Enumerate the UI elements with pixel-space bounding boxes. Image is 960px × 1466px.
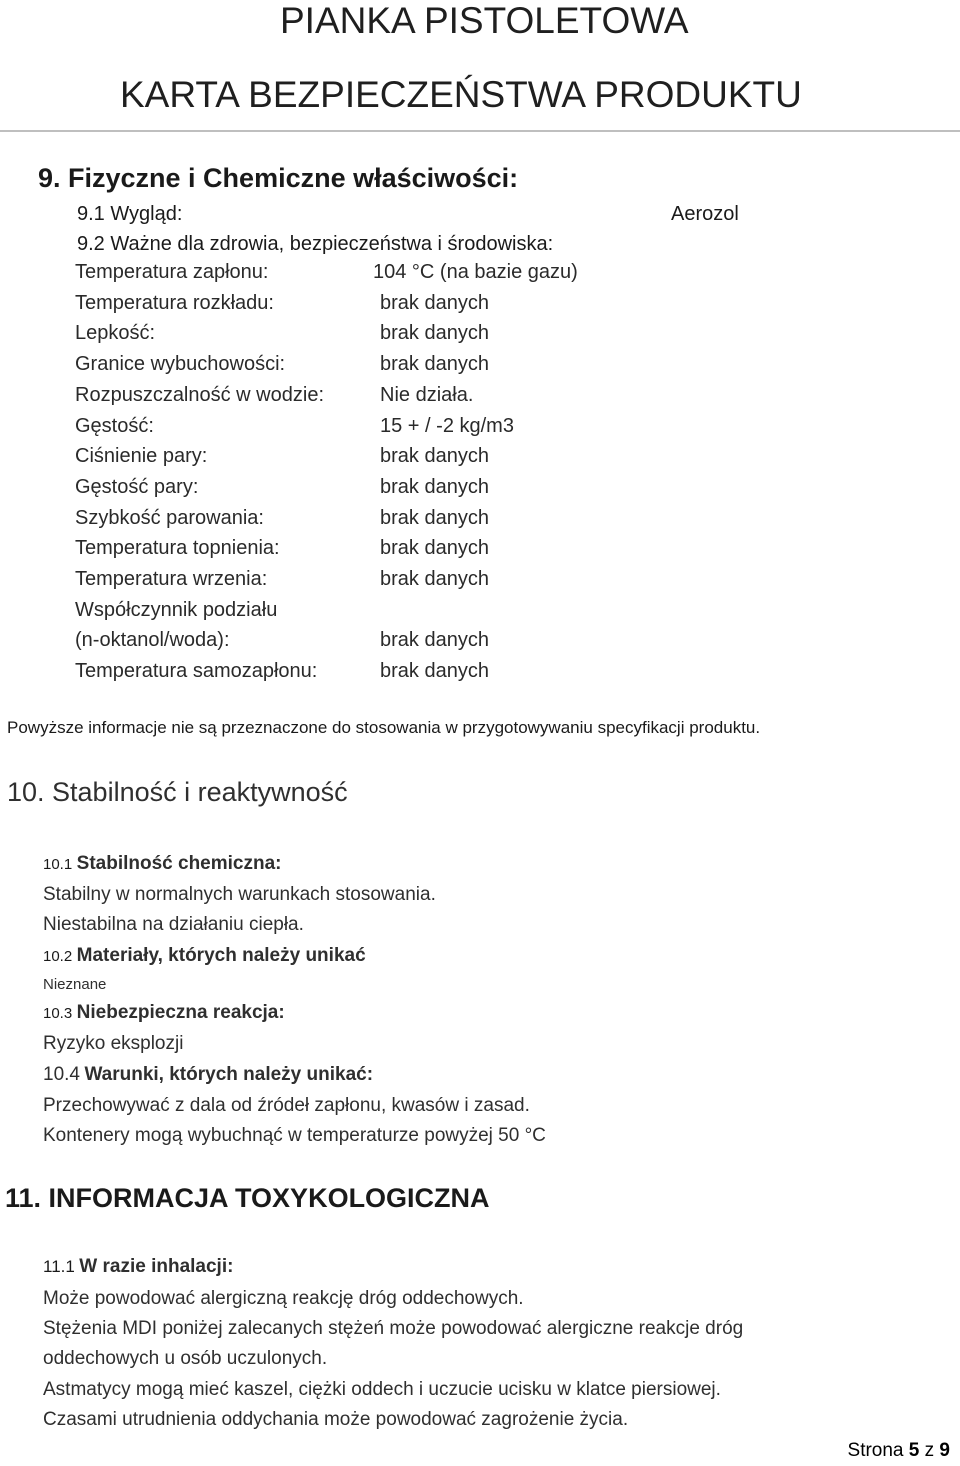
subsection-title: Materiały, których należy unikać <box>76 945 366 966</box>
document-title: KARTA BEZPIECZEŃSTWA PRODUKTU <box>120 74 802 115</box>
property-value: 104 °C (na bazie gazu) <box>373 261 578 283</box>
subsection-number: 10.4 <box>43 1064 80 1085</box>
subsection-10-3 <box>43 1002 285 1024</box>
property-label: Współczynnik podziału <box>75 599 278 621</box>
subsection-number: 11.1 <box>43 1257 75 1276</box>
subsection-10-2 <box>43 945 366 967</box>
property-label: Temperatura samozapłonu: <box>75 660 318 682</box>
subsection-title: Warunki, których należy unikać: <box>84 1064 374 1085</box>
page-word: Strona <box>847 1440 904 1461</box>
subsection-title: Niebezpieczna reakcja: <box>76 1002 285 1023</box>
important-properties-label: 9.2 Ważne dla zdrowia, bezpieczeństwa i środowiska: <box>77 233 554 255</box>
appearance-value: Aerozol <box>671 203 739 225</box>
subsection-10-4 <box>43 1064 373 1086</box>
property-value: brak danych <box>380 445 489 467</box>
property-value: brak danych <box>380 568 489 590</box>
subsection-10-1 <box>43 853 282 875</box>
subsection-number: 10.3 <box>43 1005 73 1022</box>
property-label: Granice wybuchowości: <box>75 353 286 375</box>
appearance-label: 9.1 Wygląd: <box>77 203 183 225</box>
page-separator: z <box>924 1440 935 1461</box>
page-current: 5 <box>908 1440 920 1461</box>
property-label: Temperatura zapłonu: <box>75 261 269 283</box>
stability-line-2: Niestabilna na działaniu ciepła. <box>43 914 304 935</box>
property-value: brak danych <box>380 322 489 344</box>
property-value: Nie działa. <box>380 384 474 406</box>
inhalation-line-4: Astmatycy mogą mieć kaszel, ciężki oddech i uczucie ucisku w klatce piersiowej. <box>43 1379 721 1400</box>
property-value: brak danych <box>380 507 489 529</box>
product-name: PIANKA PISTOLETOWA <box>280 0 689 41</box>
subsection-11-1 <box>43 1256 233 1278</box>
property-value: brak danych <box>380 537 489 559</box>
property-label: Ciśnienie pary: <box>75 445 208 467</box>
property-label: (n-oktanol/woda): <box>75 629 230 651</box>
property-label: Szybkość parowania: <box>75 507 264 529</box>
subsection-number: 10.1 <box>43 856 73 873</box>
materials-text: Nieznane <box>43 976 107 993</box>
section-10-title: 10. Stabilność i reaktywność <box>7 777 348 807</box>
property-value: brak danych <box>380 629 489 651</box>
property-label: Rozpuszczalność w wodzie: <box>75 384 324 406</box>
disclaimer-note: Powyższe informacje nie są przeznaczone do stosowania w przygotowywaniu specyfikacji produktu. <box>7 718 761 737</box>
conditions-line-1: Przechowywać z dala od źródeł zapłonu, kwasów i zasad. <box>43 1095 530 1116</box>
conditions-line-2: Kontenery mogą wybuchnąć w temperaturze powyżej 50 °C <box>43 1125 546 1146</box>
subsection-title: W razie inhalacji: <box>79 1256 234 1277</box>
page-number <box>848 1440 950 1462</box>
property-label: Gęstość: <box>75 415 154 437</box>
inhalation-line-1: Może powodować alergiczną reakcję dróg oddechowych. <box>43 1288 524 1309</box>
property-value: 15 + / -2 kg/m3 <box>380 415 514 437</box>
subsection-title: Stabilność chemiczna: <box>76 853 282 874</box>
section-11-title: 11. INFORMACJA TOXYKOLOGICZNA <box>5 1183 490 1213</box>
subsection-number: 10.2 <box>43 948 73 965</box>
property-label: Temperatura topnienia: <box>75 537 280 559</box>
reaction-text: Ryzyko eksplozji <box>43 1033 184 1054</box>
property-label: Lepkość: <box>75 322 156 344</box>
property-value: brak danych <box>380 353 489 375</box>
inhalation-line-5: Czasami utrudnienia oddychania może powodować zagrożenie życia. <box>43 1409 629 1430</box>
stability-line-1: Stabilny w normalnych warunkach stosowania. <box>43 884 436 905</box>
property-value: brak danych <box>380 476 489 498</box>
property-label: Gęstość pary: <box>75 476 199 498</box>
property-value: brak danych <box>380 660 489 682</box>
header-divider <box>0 130 960 132</box>
section-9-title: 9. Fizyczne i Chemiczne właściwości: <box>38 163 519 193</box>
property-label: Temperatura wrzenia: <box>75 568 268 590</box>
inhalation-line-3: oddechowych u osób uczulonych. <box>43 1348 328 1369</box>
page-total: 9 <box>939 1440 950 1461</box>
inhalation-line-2: Stężenia MDI poniżej zalecanych stężeń może powodować alergiczne reakcje dróg <box>43 1318 744 1339</box>
property-label: Temperatura rozkładu: <box>75 292 274 314</box>
property-value: brak danych <box>380 292 489 314</box>
